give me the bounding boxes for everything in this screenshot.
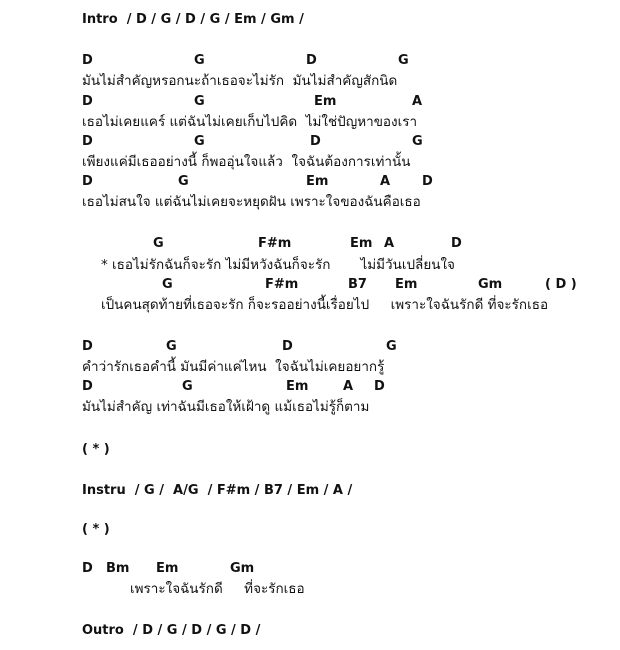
lyric-line: เป็นคนสุดท้ายที่เธอจะรัก ก็จะรออย่างนี้เรื่อยไป เพราะใจฉันรักดี ที่จะรักเธอ (101, 297, 549, 313)
chord-row (0, 338, 620, 356)
lyric-line: เพราะใจฉันรักดี ที่จะรักเธอ (130, 581, 305, 597)
chord-row (0, 235, 620, 253)
chord: D (82, 379, 93, 394)
chord-row (0, 560, 620, 578)
chord: G (182, 379, 193, 394)
chord: D (451, 236, 462, 251)
chord: D (310, 134, 321, 149)
chord: Gm (230, 561, 255, 576)
chord: G (398, 53, 409, 68)
chord: B7 (348, 277, 367, 292)
chord-row (0, 93, 620, 111)
lyric-line: เธอไม่เคยแคร์ แต่ฉันไม่เคยเก็บไปคิด ไม่ใช่ปัญหาของเรา (82, 114, 418, 130)
chord: G (194, 134, 205, 149)
chord: D (82, 94, 93, 109)
chord: G (178, 174, 189, 189)
chord: D (306, 53, 317, 68)
chord: A (412, 94, 423, 109)
lyric-line: คำว่ารักเธอคำนี้ มันมีค่าแค่ไหน ใจฉันไม่เคยอยากรู้ (82, 359, 385, 375)
chord: Em (395, 277, 418, 292)
chord: Bm (106, 561, 130, 576)
instrumental-line: Instru / G / A/G / F#m / B7 / Em / A / (82, 483, 353, 498)
chord: Em (286, 379, 309, 394)
chord: A (343, 379, 354, 394)
chord-row (0, 133, 620, 151)
chord: G (412, 134, 423, 149)
chord: D (374, 379, 385, 394)
chord: D (82, 134, 93, 149)
chorus-repeat-marker: ( * ) (82, 442, 110, 457)
outro-line: Outro / D / G / D / G / D / (82, 623, 261, 638)
lyric-line: เพียงแค่มีเธออย่างนี้ ก็พออุ่นใจแล้ว ใจฉันต้องการเท่านั้น (82, 154, 411, 170)
chord: G (194, 53, 205, 68)
chord: ( D ) (545, 277, 577, 292)
chord-row (0, 173, 620, 191)
chord: G (162, 277, 173, 292)
lyric-line: * เธอไม่รักฉันก็จะรัก ไม่มีหวังฉันก็จะรัก ไม่มีวันเปลี่ยนใจ (101, 257, 455, 273)
chord: D (82, 53, 93, 68)
chord: Em (350, 236, 373, 251)
chord: G (194, 94, 205, 109)
chord: A (380, 174, 391, 189)
chord: D (282, 339, 293, 354)
chord: G (386, 339, 397, 354)
chord: F#m (265, 277, 299, 292)
chord: G (153, 236, 164, 251)
chord: D (422, 174, 433, 189)
chord-row (0, 52, 620, 70)
chord-row (0, 378, 620, 396)
chord: A (384, 236, 395, 251)
intro-line: Intro / D / G / D / G / Em / Gm / (82, 12, 304, 27)
chord: F#m (258, 236, 292, 251)
chord: D (82, 561, 93, 576)
lyric-line: เธอไม่สนใจ แต่ฉันไม่เคยจะหยุดฝัน เพราะใจของฉันคือเธอ (82, 194, 421, 210)
chord: Em (156, 561, 179, 576)
lyric-line: มันไม่สำคัญ เท่าฉันมีเธอให้เฝ้าดู แม้เธอไม่รู้ก็ตาม (82, 399, 370, 415)
chord-row (0, 276, 620, 294)
lyric-line: มันไม่สำคัญหรอกนะถ้าเธอจะไม่รัก มันไม่สำคัญสักนิด (82, 73, 398, 89)
chorus-repeat-marker: ( * ) (82, 522, 110, 537)
chord: Em (306, 174, 329, 189)
chord: D (82, 174, 93, 189)
chord: Em (314, 94, 337, 109)
chord: D (82, 339, 93, 354)
chord: G (166, 339, 177, 354)
chord: Gm (478, 277, 503, 292)
